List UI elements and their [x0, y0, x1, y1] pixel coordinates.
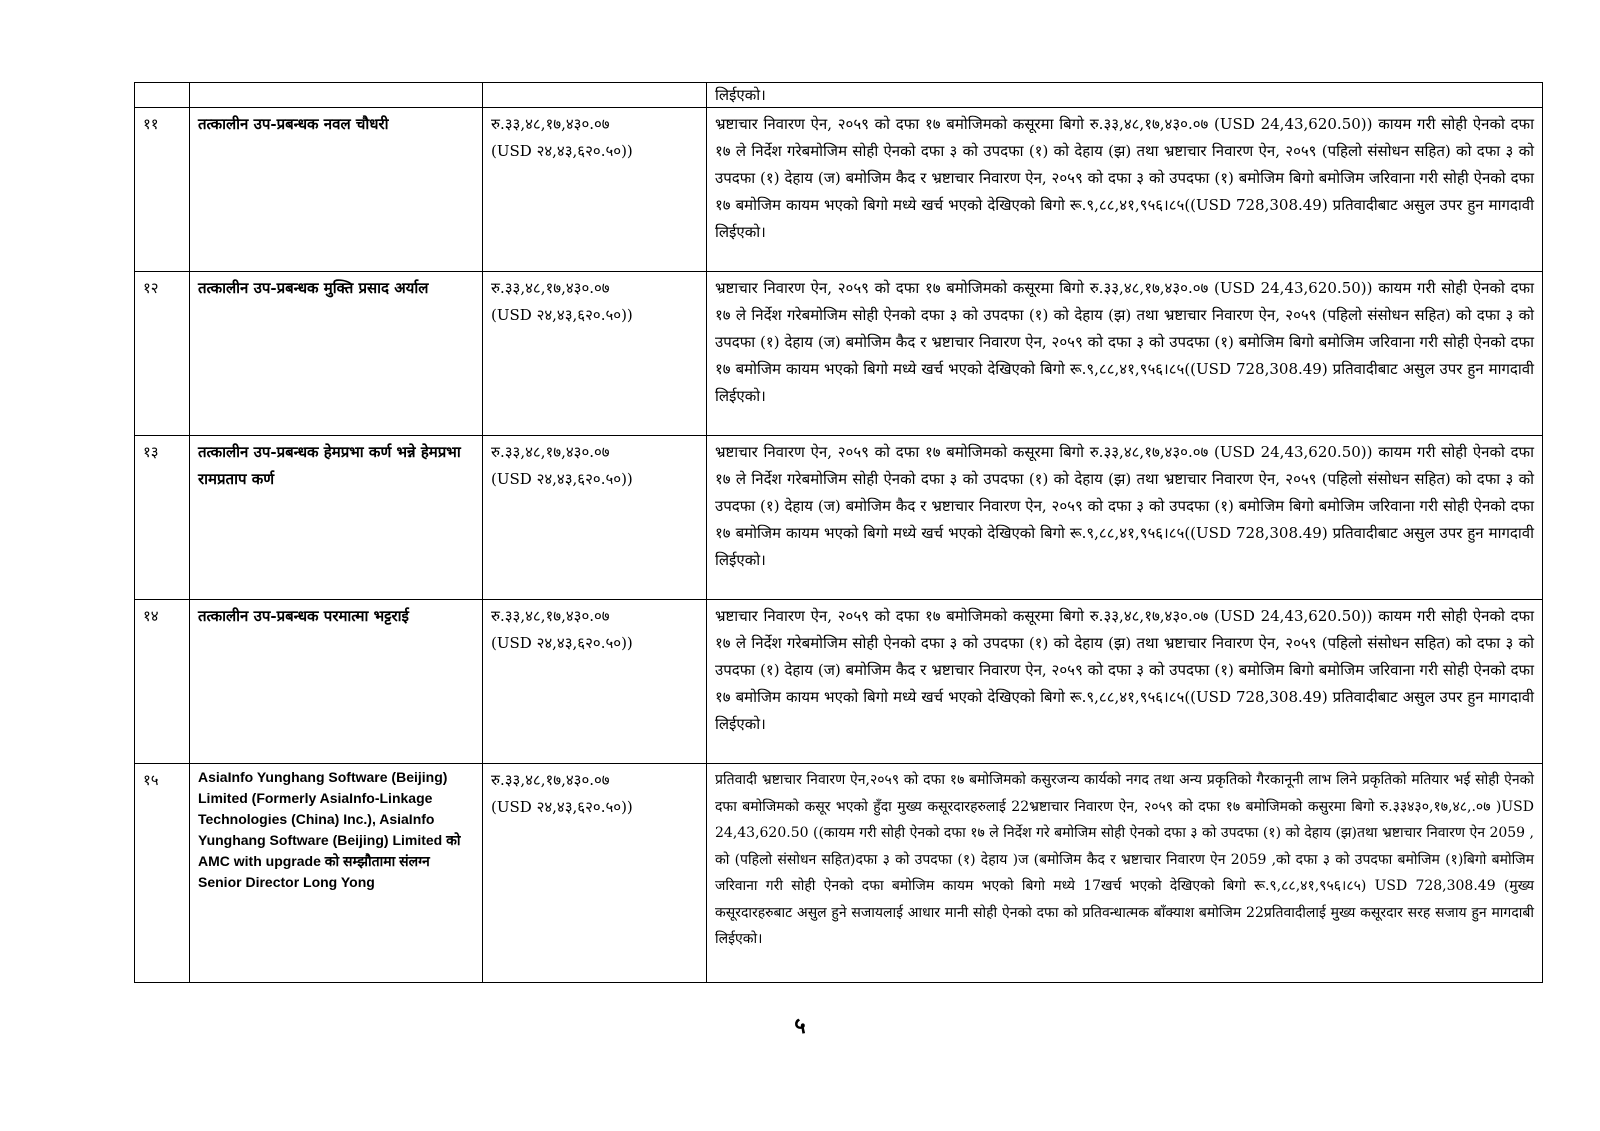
defendant-name: तत्कालीन उप-प्रबन्धक परमात्मा भट्टराई: [190, 600, 483, 764]
claim-amount: [483, 108, 707, 272]
row-number: १३: [135, 436, 190, 600]
defendant-name: तत्कालीन उप-प्रबन्धक हेमप्रभा कर्ण भन्ने हेमप्रभा रामप्रताप कर्ण: [190, 436, 483, 600]
claim-description: भ्रष्टाचार निवारण ऐन, २०५९ को दफा १७ बमोजिमको कसूरमा बिगो रु.३३,४८,१७,४३०.०७ (USD 24,43,620.50)) कायम गरी सोही ऐनको दफा १७ ले निर्देश गरेबमोजिम सोही ऐनको दफा ३ को उपदफा (१) को देहाय (झ) तथा भ्रष्टाचार निवारण ऐन, २०५९ (पहिलो संसोधन सहित) को दफा ३ को उपदफा (१) देहाय (ज) बमोजिम कैद र भ्रष्टाचार निवारण ऐन, २०५९ को दफा ३ को उपदफा (१) बमोजिम बिगो बमोजिम जरिवाना गरी सोही ऐनको दफा १७ बमोजिम कायम भएको बिगो मध्ये खर्च भएको देखिएको बिगो रू.९,८८,४१,९५६।८५((USD 728,308.49) प्रतिवादीबाट असुल उपर हुन मागदावी लिईएको।: [707, 600, 1543, 764]
claim-amount: [483, 436, 707, 600]
claim-amount-npr: रु.३३,४८,१७,४३०.०७: [491, 279, 610, 297]
claim-amount-npr: रु.३३,४८,१७,४३०.०७: [491, 771, 610, 789]
table-row: [135, 272, 1543, 436]
case-table: [134, 82, 1543, 983]
defendant-name: [190, 83, 483, 108]
page-number: ५: [794, 1013, 806, 1039]
claim-amount-usd: (USD २४,४३,६२०.५०)): [491, 306, 633, 324]
row-number: [135, 83, 190, 108]
claim-amount-npr: रु.३३,४८,१७,४३०.०७: [491, 607, 610, 625]
row-number: ११: [135, 108, 190, 272]
row-number: १२: [135, 272, 190, 436]
defendant-name: AsiaInfo Yunghang Software (Beijing) Limited (Formerly AsiaInfo-Linkage Technologies (China) Inc.), AsiaInfo Yunghang Software (Beijing) Limited को AMC with upgrade को सम्झौतामा संलग्न Senior Director Long Yong: [190, 764, 483, 983]
claim-description: भ्रष्टाचार निवारण ऐन, २०५९ को दफा १७ बमोजिमको कसूरमा बिगो रु.३३,४८,१७,४३०.०७ (USD 24,43,620.50)) कायम गरी सोही ऐनको दफा १७ ले निर्देश गरेबमोजिम सोही ऐनको दफा ३ को उपदफा (१) को देहाय (झ) तथा भ्रष्टाचार निवारण ऐन, २०५९ (पहिलो संसोधन सहित) को दफा ३ को उपदफा (१) देहाय (ज) बमोजिम कैद र भ्रष्टाचार निवारण ऐन, २०५९ को दफा ३ को उपदफा (१) बमोजिम बिगो बमोजिम जरिवाना गरी सोही ऐनको दफा १७ बमोजिम कायम भएको बिगो मध्ये खर्च भएको देखिएको बिगो रू.९,८८,४१,९५६।८५((USD 728,308.49) प्रतिवादीबाट असुल उपर हुन मागदावी लिईएको।: [707, 272, 1543, 436]
row-number: १४: [135, 600, 190, 764]
claim-description: भ्रष्टाचार निवारण ऐन, २०५९ को दफा १७ बमोजिमको कसूरमा बिगो रु.३३,४८,१७,४३०.०७ (USD 24,43,620.50)) कायम गरी सोही ऐनको दफा १७ ले निर्देश गरेबमोजिम सोही ऐनको दफा ३ को उपदफा (१) को देहाय (झ) तथा भ्रष्टाचार निवारण ऐन, २०५९ (पहिलो संसोधन सहित) को दफा ३ को उपदफा (१) देहाय (ज) बमोजिम कैद र भ्रष्टाचार निवारण ऐन, २०५९ को दफा ३ को उपदफा (१) बमोजिम बिगो बमोजिम जरिवाना गरी सोही ऐनको दफा १७ बमोजिम कायम भएको बिगो मध्ये खर्च भएको देखिएको बिगो रू.९,८८,४१,९५६।८५((USD 728,308.49) प्रतिवादीबाट असुल उपर हुन मागदावी लिईएको।: [707, 108, 1543, 272]
claim-amount: [483, 600, 707, 764]
claim-description: लिईएको।: [707, 83, 1543, 108]
table-row: [135, 600, 1543, 764]
defendant-name: तत्कालीन उप-प्रबन्धक मुक्ति प्रसाद अर्याल: [190, 272, 483, 436]
claim-amount: [483, 272, 707, 436]
claim-amount-npr: रु.३३,४८,१७,४३०.०७: [491, 443, 610, 461]
claim-description: भ्रष्टाचार निवारण ऐन, २०५९ को दफा १७ बमोजिमको कसूरमा बिगो रु.३३,४८,१७,४३०.०७ (USD 24,43,620.50)) कायम गरी सोही ऐनको दफा १७ ले निर्देश गरेबमोजिम सोही ऐनको दफा ३ को उपदफा (१) को देहाय (झ) तथा भ्रष्टाचार निवारण ऐन, २०५९ (पहिलो संसोधन सहित) को दफा ३ को उपदफा (१) देहाय (ज) बमोजिम कैद र भ्रष्टाचार निवारण ऐन, २०५९ को दफा ३ को उपदफा (१) बमोजिम बिगो बमोजिम जरिवाना गरी सोही ऐनको दफा १७ बमोजिम कायम भएको बिगो मध्ये खर्च भएको देखिएको बिगो रू.९,८८,४१,९५६।८५((USD 728,308.49) प्रतिवादीबाट असुल उपर हुन मागदावी लिईएको।: [707, 436, 1543, 600]
claim-amount: [483, 764, 707, 983]
claim-amount-usd: (USD २४,४३,६२०.५०)): [491, 798, 633, 816]
table-row: [135, 83, 1543, 108]
table-row: [135, 108, 1543, 272]
claim-amount-usd: (USD २४,४३,६२०.५०)): [491, 634, 633, 652]
table-row: [135, 764, 1543, 983]
table-row: [135, 436, 1543, 600]
defendant-name: तत्कालीन उप-प्रबन्धक नवल चौधरी: [190, 108, 483, 272]
claim-amount-usd: (USD २४,४३,६२०.५०)): [491, 470, 633, 488]
claim-amount-usd: (USD २४,४३,६२०.५०)): [491, 142, 633, 160]
row-number: १५: [135, 764, 190, 983]
claim-description: प्रतिवादी भ्रष्टाचार निवारण ऐन,२०५९ को दफा १७ बमोजिमको कसुरजन्य कार्यको नगद तथा अन्य प्रकृतिको गैरकानूनी लाभ लिने प्रकृतिको मतियार भई सोही ऐनको दफा बमोजिमको कसूर भएको हुँदा मुख्य कसूरदारहरुलाई 22भ्रष्टाचार निवारण ऐन, २०५९ को दफा १७ बमोजिमको कसुरमा बिगो रु.३३४३०,१७,४८,.०७ )USD 24,43,620.50 ((कायम गरी सोही ऐनको दफा १७ ले निर्देश गरे बमोजिम सोही ऐनको दफा ३ को उपदफा (१) को देहाय (झ)तथा भ्रष्टाचार निवारण ऐन 2059 , को (पहिलो संसोधन सहित)दफा ३ को उपदफा (१) देहाय )ज (बमोजिम कैद र भ्रष्टाचार निवारण ऐन 2059 ,को दफा ३ को उपदफा बमोजिम (१)बिगो बमोजिम जरिवाना गरी सोही ऐनको दफा बमोजिम कायम भएको बिगो मध्ये 17खर्च भएको देखिएको बिगो रू.९,८८,४१,९५६।८५) USD 728,308.49 (मुख्य कसूरदारहरुबाट असुल हुने सजायलाई आधार मानी सोही ऐनको दफा को प्रतिवन्धात्मक बाँक्याश बमोजिम 22प्रतिवादीलाई मुख्य कसूरदार सरह सजाय हुन मागदाबी लिईएको।: [707, 764, 1543, 983]
claim-amount-npr: रु.३३,४८,१७,४३०.०७: [491, 115, 610, 133]
claim-amount: [483, 83, 707, 108]
